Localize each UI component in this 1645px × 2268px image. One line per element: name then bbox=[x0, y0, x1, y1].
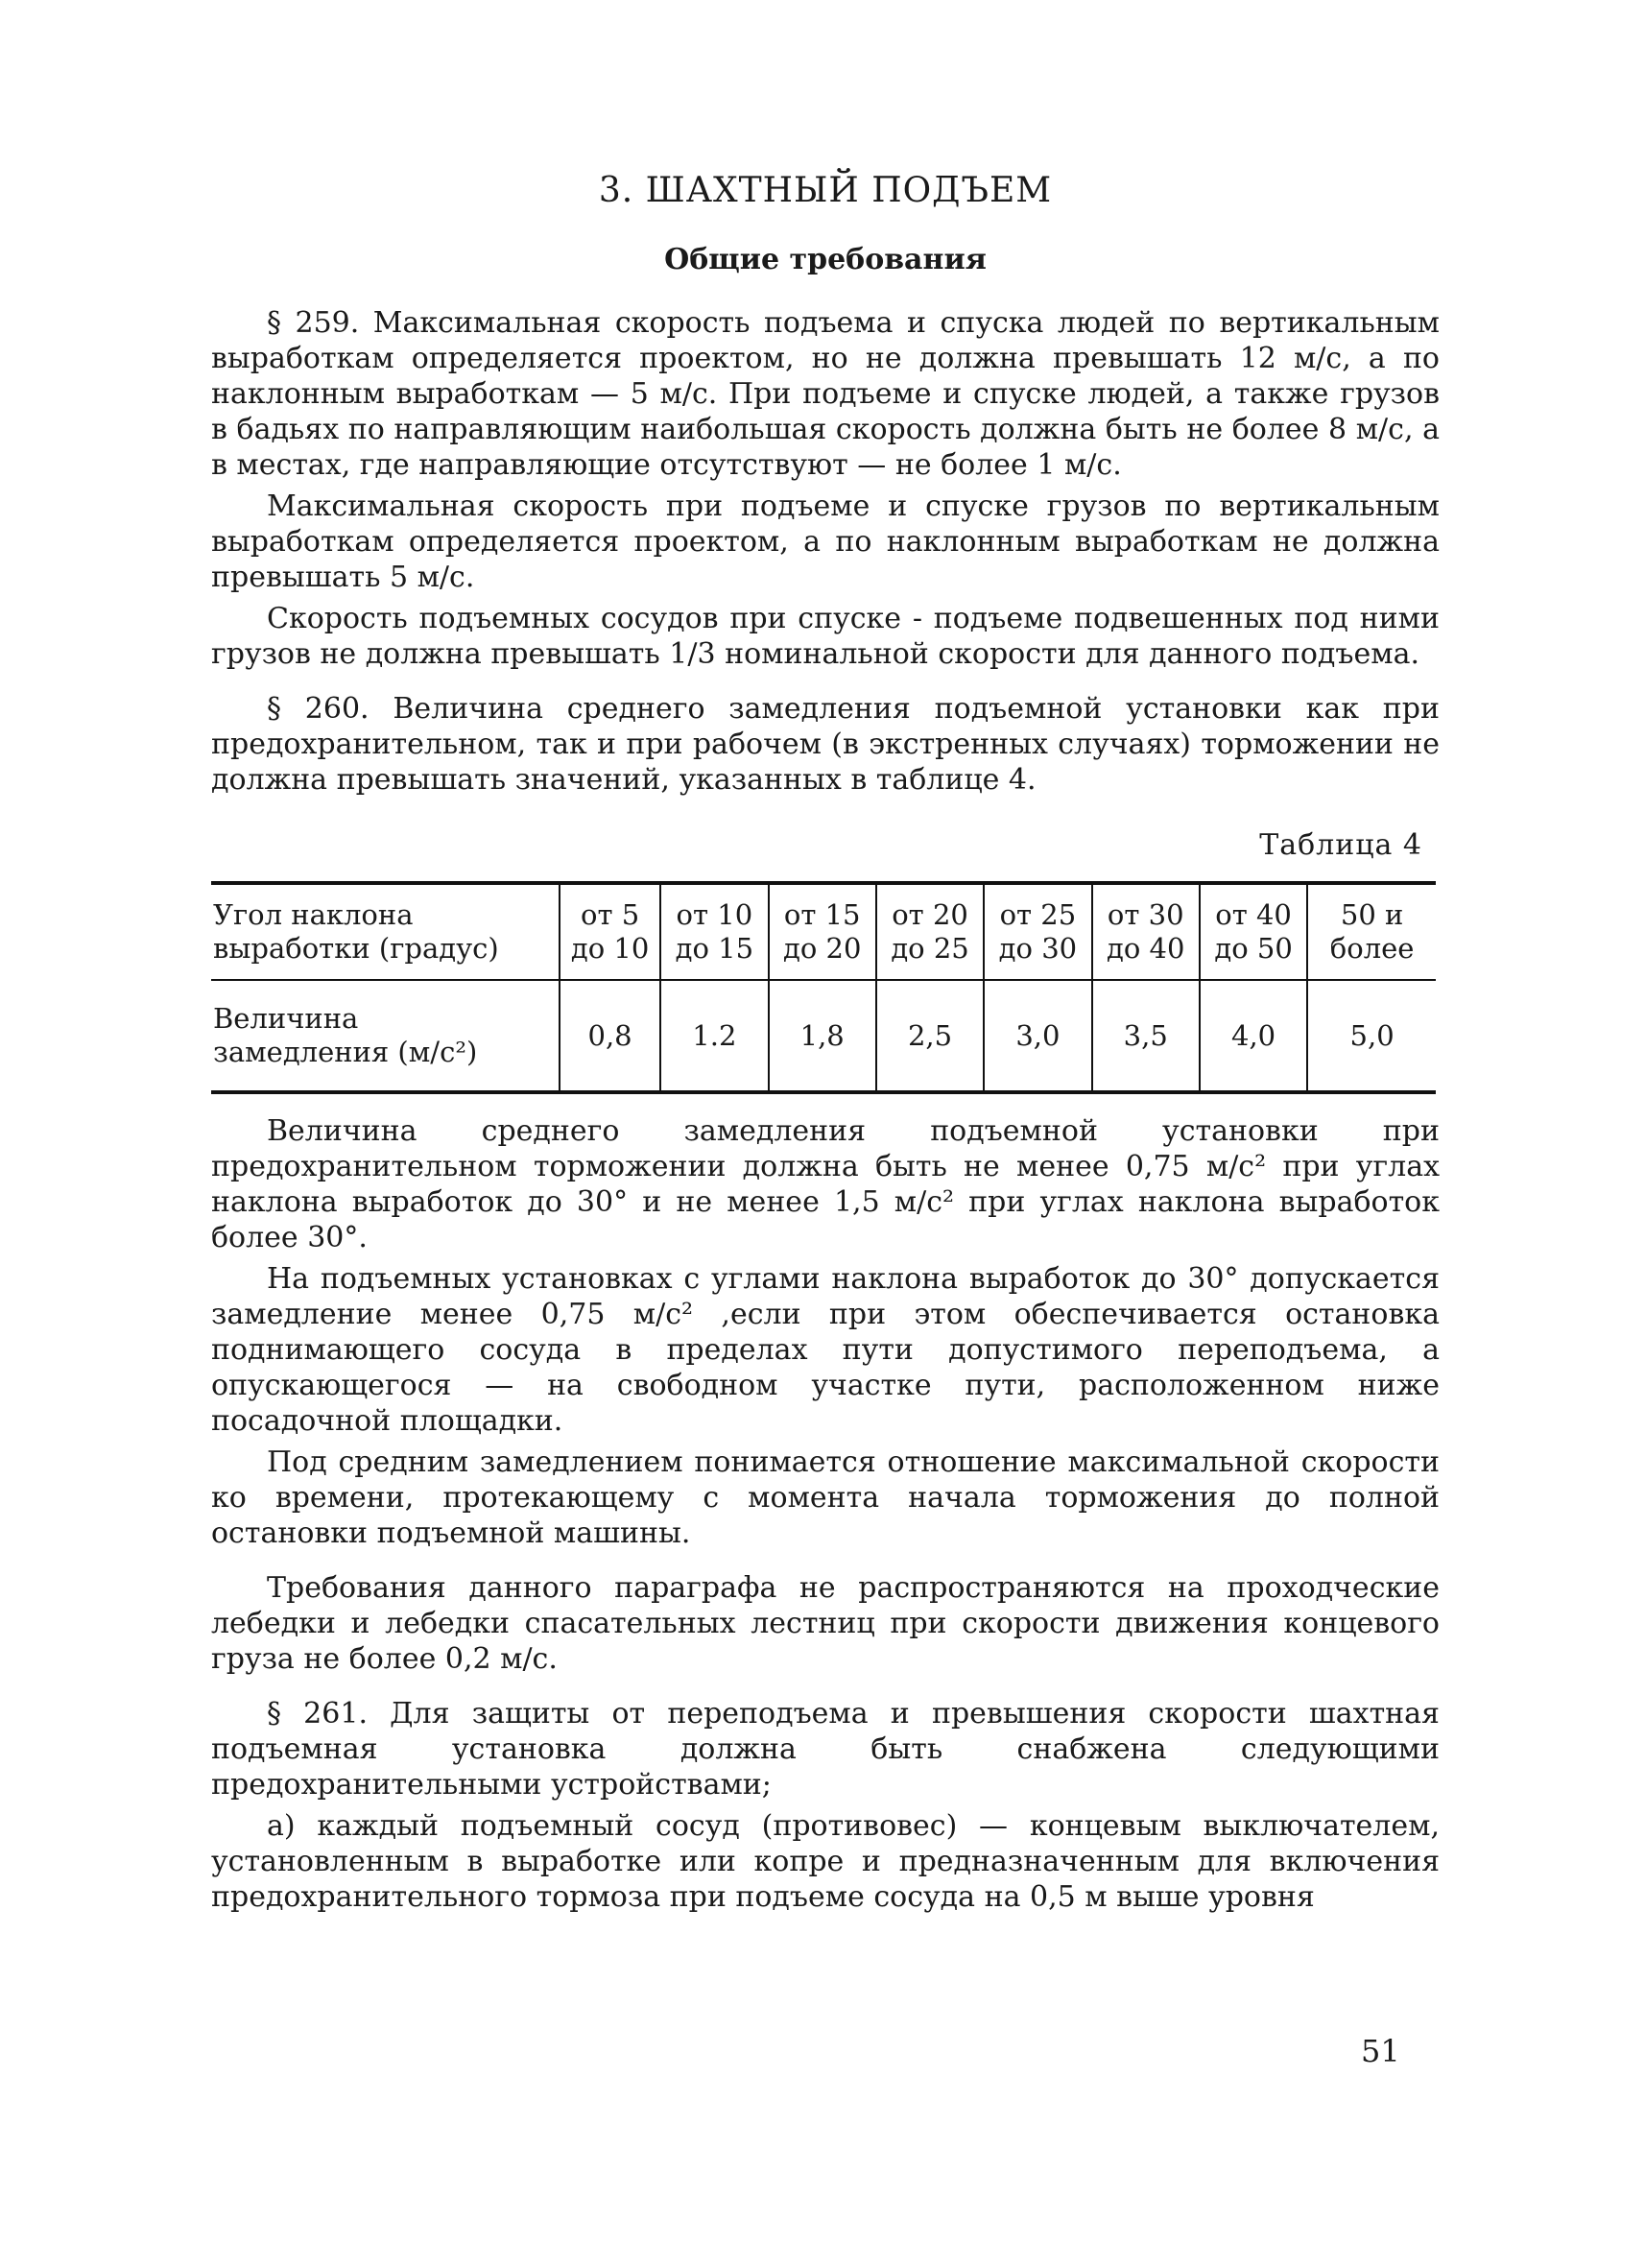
paragraph-259-3: Скорость подъемных сосудов при спуске - подъеме подвешенных под ними грузов не должна превышать 1/3 номинальной скорости для данного подъема. bbox=[211, 602, 1440, 671]
table-cell-value: 4,0 bbox=[1200, 980, 1307, 1092]
table-cell-value: 3,0 bbox=[984, 980, 1091, 1092]
table-cell-angle: от 5 до 10 bbox=[560, 883, 660, 980]
page-content bbox=[211, 171, 1440, 1915]
page-number: 51 bbox=[1361, 2033, 1400, 2069]
paragraph-261-1: § 261. Для защиты от переподъема и превышения скорости шахтная подъемная установка должна быть снабжена следующими предохранительными устройствами; bbox=[211, 1697, 1440, 1802]
table-cell-angle: от 40 до 50 bbox=[1200, 883, 1307, 980]
paragraph-260-1: § 260. Величина среднего замедления подъемной установки как при предохранительном, так и при рабочем (в экстренных случаях) торможении не должна превышать значений, указанных в таблице 4. bbox=[211, 692, 1440, 797]
table-cell-angle: от 10 до 15 bbox=[660, 883, 768, 980]
table-cell-value: 0,8 bbox=[560, 980, 660, 1092]
paragraph-259-1: § 259. Максимальная скорость подъема и спуска людей по вертикальным выработкам определяется проектом, но не должна превышать 12 м/с, а по наклонным выработкам — 5 м/с. При подъеме и спуске людей, а также грузов в бадьях по направляющим наибольшая скорость должна быть не более 8 м/с, а в местах, где направляющие отсутствуют — не более 1 м/с. bbox=[211, 306, 1440, 482]
paragraph-260-4: Под средним замедлением понимается отношение максимальной скорости ко времени, протекающему с момента начала торможения до полной остановки подъемной машины. bbox=[211, 1445, 1440, 1550]
table-cell-angle: 50 и более bbox=[1307, 883, 1436, 980]
paragraph-260-2: Величина среднего замедления подъемной установки при предохранительном торможении должна быть не менее 0,75 м/с² при углах наклона выработок до 30° и не менее 1,5 м/с² при углах наклона выработок более 30°. bbox=[211, 1114, 1440, 1254]
table-caption: Таблица 4 bbox=[1259, 828, 1422, 862]
table-row-deceleration bbox=[211, 980, 1436, 1092]
table-cell-value: 1,8 bbox=[769, 980, 876, 1092]
table-cell-angle: от 30 до 40 bbox=[1092, 883, 1200, 980]
table-cell-value: 5,0 bbox=[1307, 980, 1436, 1092]
paragraph-259-2: Максимальная скорость при подъеме и спуске грузов по вертикальным выработкам определяется проектом, а по наклонным выработкам не должна превышать 5 м/с. bbox=[211, 489, 1440, 594]
table-cell-value: 2,5 bbox=[876, 980, 984, 1092]
table-cell-value: 3,5 bbox=[1092, 980, 1200, 1092]
table-row-header: Угол наклона выработки (градус) bbox=[211, 883, 560, 980]
table-cell-angle: от 15 до 20 bbox=[769, 883, 876, 980]
table-row-angles bbox=[211, 883, 1436, 980]
paragraph-260-3: На подъемных установках с углами наклона выработок до 30° допускается замедление менее 0,75 м/с² ,если при этом обеспечивается остановка поднимающего сосуда в пределах пути допустимого переподъема, а опускающегося — на свободном участке пути, расположенном ниже посадочной площадки. bbox=[211, 1262, 1440, 1438]
table-cell-angle: от 25 до 30 bbox=[984, 883, 1091, 980]
chapter-title: 3. ШАХТНЫЙ ПОДЪЕМ bbox=[598, 171, 1053, 210]
section-title: Общие требования bbox=[664, 243, 987, 276]
paragraph-261-2: а) каждый подъемный сосуд (противовес) — концевым выключателем, установленным в выработке или копре и предназначенным для включения предохранительного тормоза при подъеме сосуда на 0,5 м выше уровня bbox=[211, 1809, 1440, 1914]
paragraph-260-5: Требования данного параграфа не распространяются на проходческие лебедки и лебедки спасательных лестниц при скорости движения концевого груза не более 0,2 м/с. bbox=[211, 1571, 1440, 1676]
table-cell-value: 1.2 bbox=[660, 980, 768, 1092]
table-cell-angle: от 20 до 25 bbox=[876, 883, 984, 980]
table-row-header: Величина замедления (м/с²) bbox=[213, 1002, 478, 1068]
deceleration-table bbox=[211, 881, 1436, 1094]
